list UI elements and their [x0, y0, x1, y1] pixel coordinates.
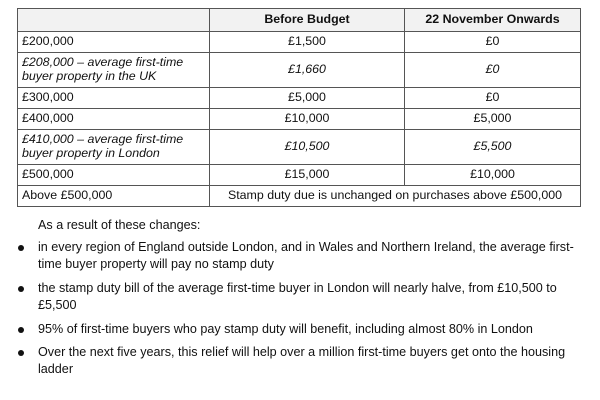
header-before-budget: Before Budget	[210, 9, 405, 32]
header-property-value	[18, 9, 210, 32]
after-budget-cell: £10,000	[405, 165, 581, 186]
table-row	[18, 165, 581, 186]
table-row	[18, 32, 581, 53]
intro-text: As a result of these changes:	[38, 218, 201, 232]
property-value-cell: £208,000 – average first-time buyer property in the UK	[18, 53, 210, 88]
property-value-cell: £410,000 – average first-time buyer property in London	[18, 130, 210, 165]
table-row	[18, 130, 581, 165]
bullet-icon	[18, 245, 24, 251]
before-budget-cell: £1,660	[210, 53, 405, 88]
before-budget-cell: £15,000	[210, 165, 405, 186]
list-item	[16, 344, 588, 379]
list-item	[16, 239, 588, 274]
after-budget-cell: £5,500	[405, 130, 581, 165]
bullet-list	[16, 239, 588, 385]
after-budget-cell: £0	[405, 88, 581, 109]
before-budget-cell: £1,500	[210, 32, 405, 53]
before-budget-cell: £10,000	[210, 109, 405, 130]
table-row	[18, 186, 581, 207]
after-budget-cell: £5,000	[405, 109, 581, 130]
bullet-icon	[18, 286, 24, 292]
property-value-cell: £300,000	[18, 88, 210, 109]
bullet-text: the stamp duty bill of the average first-time buyer in London will nearly halve, from £10,500 to £5,500	[38, 280, 557, 313]
table-header-row	[18, 9, 581, 32]
list-item	[16, 321, 588, 338]
property-value-cell: £200,000	[18, 32, 210, 53]
unchanged-note-cell: Stamp duty due is unchanged on purchases above £500,000	[210, 186, 581, 207]
after-budget-cell: £0	[405, 53, 581, 88]
table-row	[18, 53, 581, 88]
bullet-text: Over the next five years, this relief will help over a million first-time buyers get onto the housing ladder	[38, 344, 566, 377]
after-budget-cell: £0	[405, 32, 581, 53]
bullet-text: in every region of England outside London, and in Wales and Northern Ireland, the average first-time buyer property will pay no stamp duty	[38, 240, 574, 272]
bullet-text: 95% of first-time buyers who pay stamp duty will benefit, including almost 80% in London	[38, 321, 533, 336]
property-value-cell: £500,000	[18, 165, 210, 186]
table-row	[18, 109, 581, 130]
before-budget-cell: £5,000	[210, 88, 405, 109]
stamp-duty-table	[17, 8, 581, 207]
bullet-icon	[18, 350, 24, 356]
property-value-cell: £400,000	[18, 109, 210, 130]
bullet-icon	[18, 327, 24, 333]
property-value-cell: Above £500,000	[18, 186, 210, 207]
table-row	[18, 88, 581, 109]
list-item	[16, 280, 588, 315]
before-budget-cell: £10,500	[210, 130, 405, 165]
header-after-22-november: 22 November Onwards	[405, 9, 581, 32]
